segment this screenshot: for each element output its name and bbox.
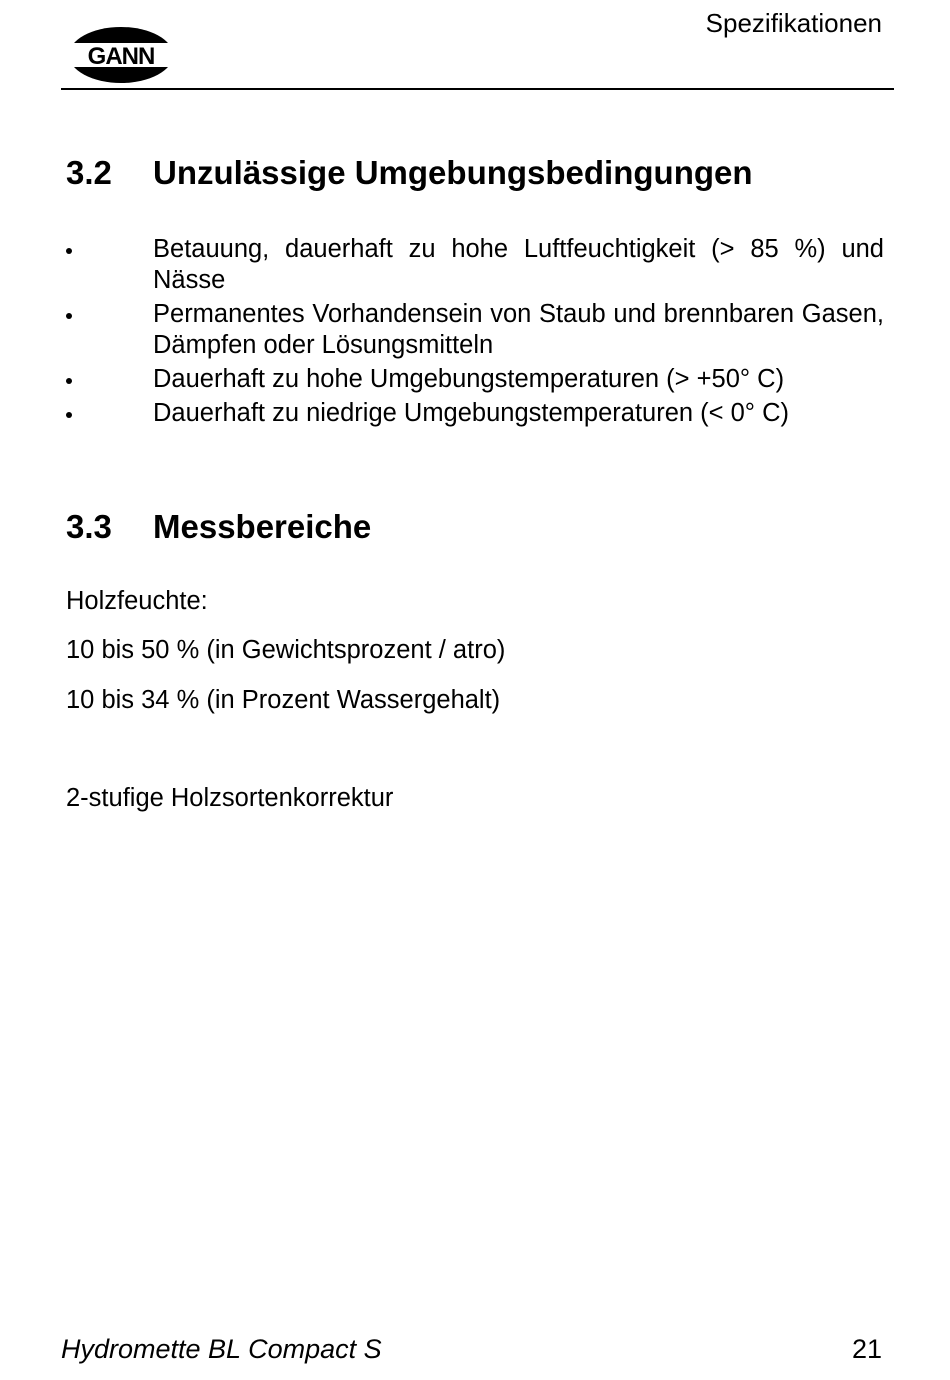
header-divider	[61, 88, 894, 90]
list-item: Dauerhaft zu hohe Umgebungstemperaturen (> +50° C)	[66, 364, 884, 395]
paragraph-range-atro: 10 bis 50 % (in Gewichtsprozent / atro)	[66, 636, 506, 664]
paragraph-range-water: 10 bis 34 % (in Prozent Wassergehalt)	[66, 686, 501, 714]
footer-product-name: Hydromette BL Compact S	[61, 1334, 382, 1364]
page-number: 21	[851, 1334, 882, 1364]
section-3-3-heading	[66, 508, 371, 546]
bullet-icon	[66, 248, 72, 254]
bullet-icon	[66, 412, 72, 418]
header-section-label: Spezifikationen	[705, 8, 882, 38]
bullet-icon	[66, 378, 72, 384]
section-title: Unzulässige Umgebungsbedingungen	[153, 154, 753, 191]
paragraph-wood-correction: 2-stufige Holzsortenkorrektur	[66, 784, 394, 812]
paragraph-holzfeuchte: Holzfeuchte:	[66, 587, 208, 615]
section-number: 3.2	[66, 154, 112, 191]
section-title: Messbereiche	[153, 508, 372, 545]
list-item: Betauung, dauerhaft zu hohe Luftfeuchtigkeit (> 85 %) und Nässe	[66, 234, 884, 296]
list-item: Permanentes Vorhandensein von Staub und brennbaren Gasen, Dämpfen oder Lösungsmitteln	[66, 299, 884, 361]
gann-logo	[68, 26, 174, 84]
conditions-list	[66, 234, 884, 432]
list-item: Dauerhaft zu niedrige Umgebungstemperaturen (< 0° C)	[66, 398, 884, 429]
section-3-2-heading	[66, 154, 753, 192]
bullet-icon	[66, 313, 72, 319]
section-number: 3.3	[66, 508, 112, 545]
logo-text: GANN	[87, 43, 155, 70]
